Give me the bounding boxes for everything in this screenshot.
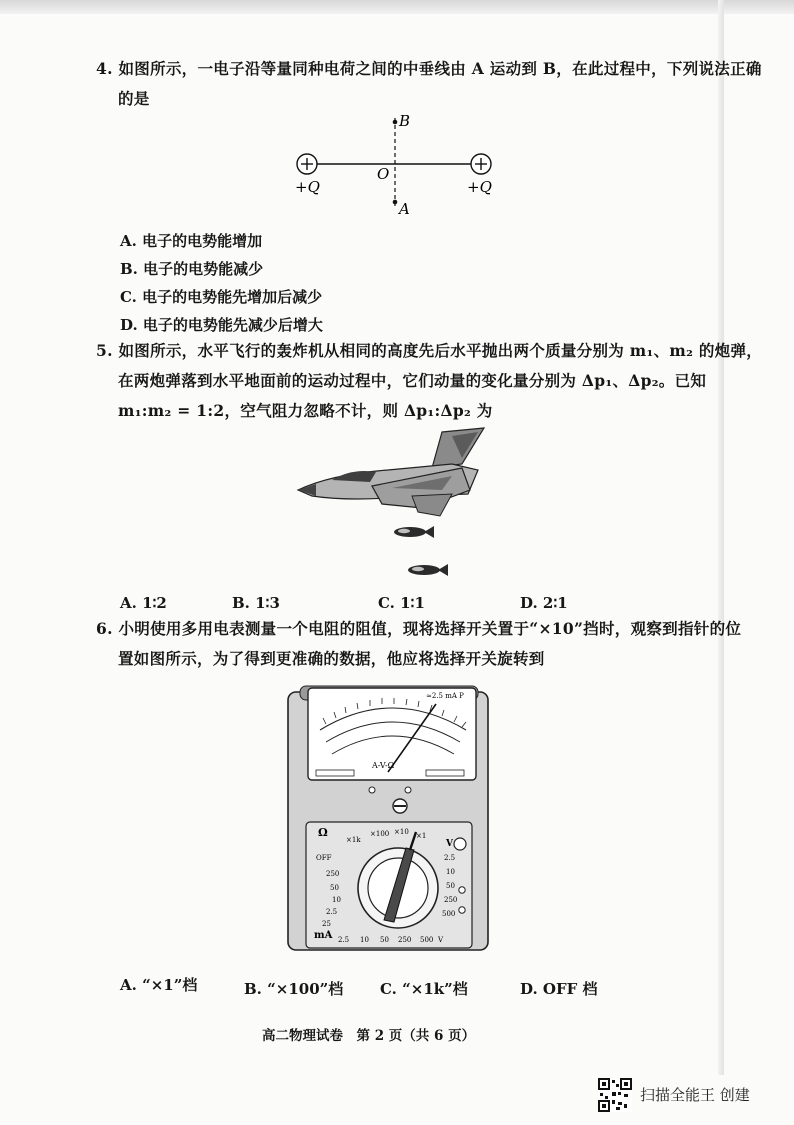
q5-option-d: D. 2∶1 bbox=[520, 594, 568, 612]
left-scale-2-5: 2.5 bbox=[326, 908, 338, 916]
label-charge-right: +Q bbox=[467, 178, 492, 196]
bottom-scale-500: 500 bbox=[420, 936, 434, 944]
ohm-range-1k: ×1k bbox=[346, 836, 361, 844]
right-scale-2-5: 2.5 bbox=[444, 854, 456, 862]
q4-stem-line2: 的是 bbox=[118, 89, 150, 108]
ohm-range-1: ×1 bbox=[416, 832, 427, 840]
bottom-scale-250: 250 bbox=[398, 936, 412, 944]
meter-v-symbol: V bbox=[446, 839, 453, 849]
q5-option-a: A. 1∶2 bbox=[120, 594, 167, 612]
meter-ma-symbol: mA bbox=[314, 930, 333, 941]
bottom-scale-2-5: 2.5 bbox=[338, 936, 350, 944]
scan-right-edge bbox=[718, 0, 724, 1075]
right-scale-250: 250 bbox=[444, 896, 458, 904]
q4-option-d: D. 电子的电势能先减少后增大 bbox=[120, 316, 323, 334]
q4-stem-line1: 4. 如图所示，一电子沿等量同种电荷之间的中垂线由 A 运动到 B，在此过程中，下列说法正确 bbox=[96, 59, 762, 78]
bomb-2 bbox=[408, 564, 448, 576]
left-scale-25: 25 bbox=[322, 920, 331, 928]
q6-option-a: A. “×1”档 bbox=[120, 976, 198, 994]
q6-stem-line1: 6. 小明使用多用电表测量一个电阻的阻值，现将选择开关置于“×10”挡时，观察到指针的位 bbox=[96, 619, 742, 638]
q5-stem-line2: 在两炮弹落到水平地面前的运动过程中，它们动量的变化量分别为 Δp₁、Δp₂。已知 bbox=[118, 371, 707, 390]
q5-stem-line1: 5. 如图所示，水平飞行的轰炸机从相同的高度先后水平抛出两个质量分别为 m₁、m₂ 的炮弹， bbox=[96, 341, 763, 360]
q6-figure-multimeter bbox=[286, 684, 492, 954]
q5-stem-line3: m₁:m₂ = 1:2，空气阻力忽略不计，则 Δp₁:Δp₂ 为 bbox=[118, 401, 493, 420]
left-scale-10: 10 bbox=[332, 896, 341, 904]
q6-option-d: D. OFF 档 bbox=[520, 980, 598, 998]
q4-option-c: C. 电子的电势能先增加后减少 bbox=[120, 288, 323, 306]
label-b: B bbox=[399, 112, 411, 130]
meter-dial-label: A-V-Ω bbox=[372, 761, 395, 770]
q5-figure-bomber bbox=[292, 424, 492, 584]
right-scale-10: 10 bbox=[446, 868, 455, 876]
left-scale-50: 50 bbox=[330, 884, 339, 892]
bottom-scale-10: 10 bbox=[360, 936, 369, 944]
label-charge-left: +Q bbox=[295, 178, 320, 196]
q4-option-b: B. 电子的电势能减少 bbox=[120, 260, 264, 278]
q5-option-c: C. 1∶1 bbox=[378, 594, 425, 612]
bottom-scale-v: V bbox=[438, 936, 444, 944]
label-a: A bbox=[399, 200, 410, 218]
ohm-range-10: ×10 bbox=[394, 828, 409, 836]
meter-ohm-symbol: Ω bbox=[318, 826, 328, 839]
right-scale-50: 50 bbox=[446, 882, 455, 890]
right-scale-500: 500 bbox=[442, 910, 456, 918]
page-footer: 高二物理试卷 第 2 页（共 6 页） bbox=[262, 1028, 476, 1044]
qr-code-icon bbox=[598, 1078, 632, 1112]
scanner-watermark: 扫描全能王 创建 bbox=[640, 1086, 750, 1104]
q6-option-c: C. “×1k”档 bbox=[380, 980, 468, 998]
q4-figure-charges bbox=[285, 108, 505, 220]
q6-stem-line2: 置如图所示，为了得到更准确的数据，他应将选择开关旋转到 bbox=[118, 649, 545, 668]
q6-option-b: B. “×100”档 bbox=[244, 980, 344, 998]
meter-top-right: ≈2.5 mA P bbox=[426, 692, 464, 700]
label-o: O bbox=[377, 165, 390, 183]
left-scale-off: OFF bbox=[316, 854, 332, 862]
q4-option-a: A. 电子的电势能增加 bbox=[120, 232, 263, 250]
left-scale-250: 250 bbox=[326, 870, 340, 878]
ohm-range-100: ×100 bbox=[370, 830, 390, 838]
bomb-1 bbox=[394, 526, 434, 538]
bottom-scale-50: 50 bbox=[380, 936, 389, 944]
q5-option-b: B. 1∶3 bbox=[232, 594, 280, 612]
scan-top-edge bbox=[0, 0, 794, 14]
